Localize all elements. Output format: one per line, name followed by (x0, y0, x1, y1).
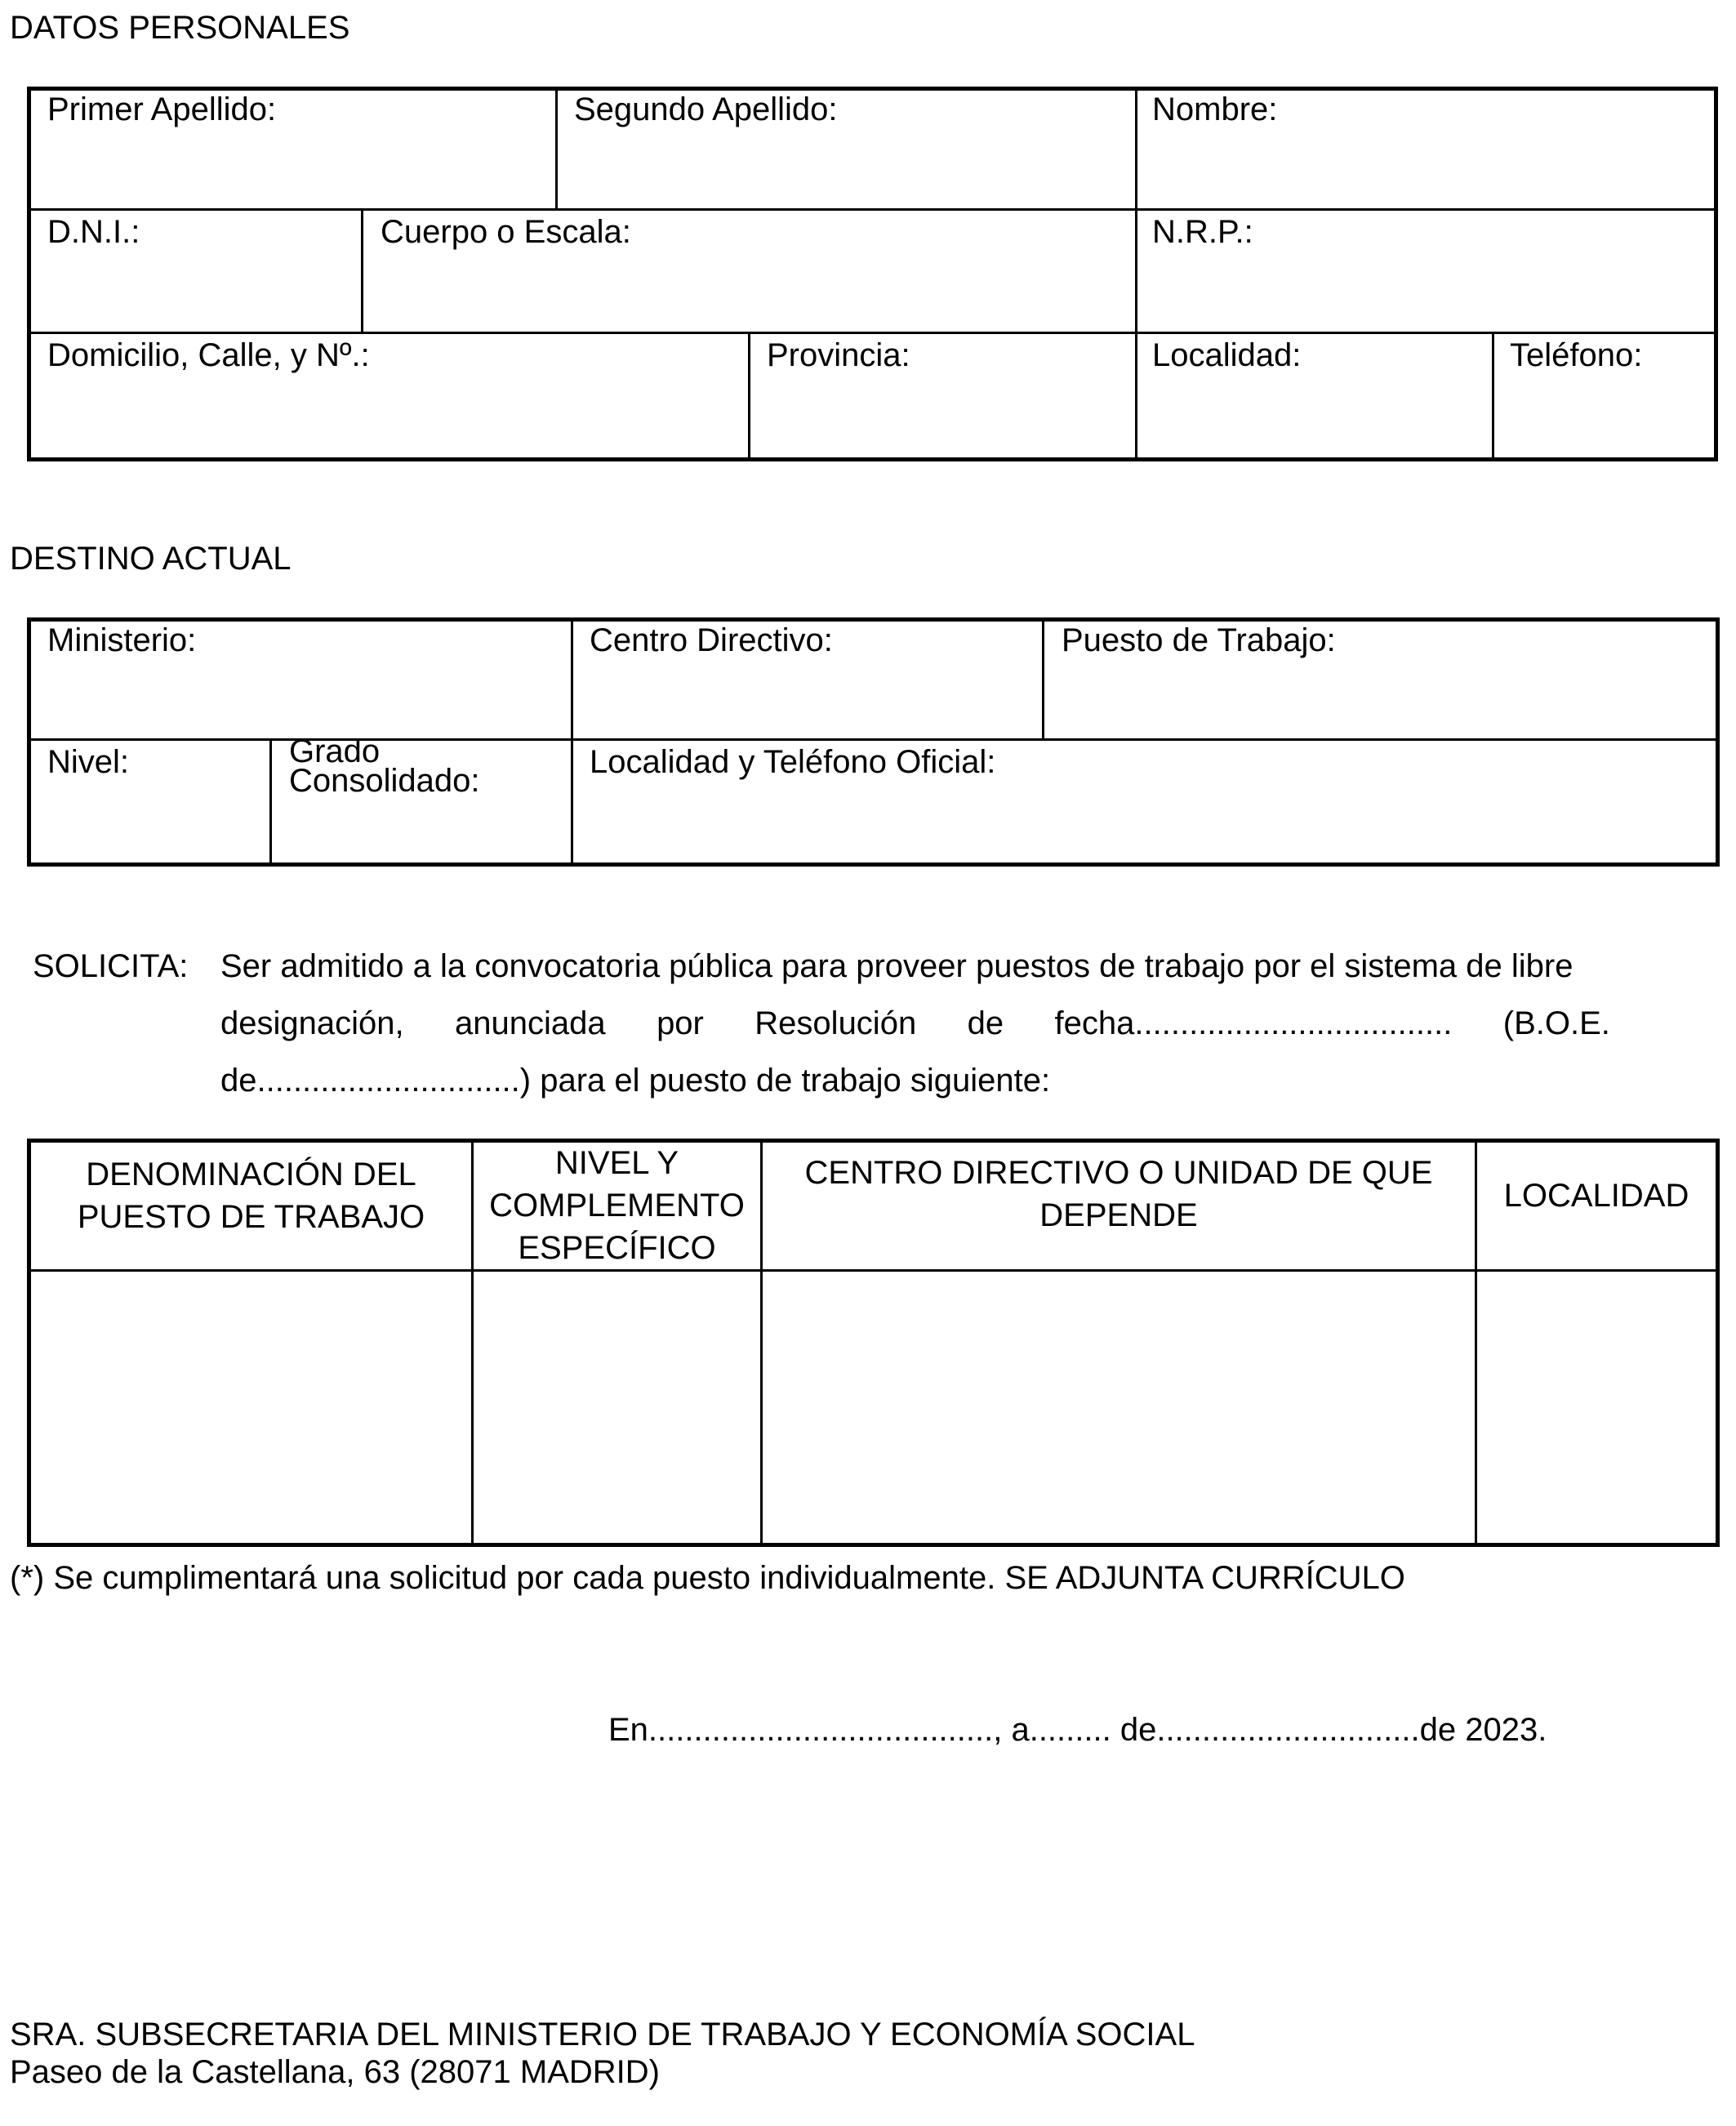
section-title-destino-actual: DESTINO ACTUAL (10, 541, 292, 577)
nivel-field[interactable]: Nivel: (47, 744, 130, 780)
puesto-trabajo-field[interactable]: Puesto de Trabajo: (1062, 622, 1336, 658)
header-nivel (474, 1142, 760, 1269)
grado-consolidado-field[interactable] (289, 733, 480, 799)
date-line[interactable]: En......................................, a......... de.............................de 2023. (608, 1712, 1547, 1748)
table-divider (1492, 332, 1494, 461)
centro-directivo-field[interactable]: Centro Directivo: (590, 622, 833, 658)
section-title-datos-personales: DATOS PERSONALES (10, 10, 350, 46)
centro-input-cell[interactable] (763, 1272, 1475, 1543)
header-localidad (1477, 1174, 1716, 1217)
grado-label-line1: Grado (289, 733, 381, 769)
grado-label-line2: Consolidado: (289, 763, 480, 799)
datos-personales-table (27, 87, 1718, 461)
header-line: DEPENDE (1039, 1197, 1198, 1233)
table-divider (1042, 617, 1044, 740)
header-line: CENTRO DIRECTIVO O UNIDAD DE QUE (804, 1155, 1433, 1191)
header-line: PUESTO DE TRABAJO (77, 1199, 425, 1235)
table-divider (571, 617, 573, 867)
footer-address: Paseo de la Castellana, 63 (28071 MADRID) (10, 2054, 660, 2090)
solicita-word: anunciada (455, 1005, 606, 1041)
solicita-word: designación, (220, 1005, 404, 1041)
nombre-field[interactable]: Nombre: (1152, 91, 1278, 127)
dni-field[interactable]: D.N.I.: (47, 214, 140, 250)
cuerpo-escala-field[interactable]: Cuerpo o Escala: (381, 214, 631, 250)
ministerio-field[interactable]: Ministerio: (47, 622, 197, 658)
fecha-blank[interactable]: fecha................................... (1054, 1005, 1453, 1041)
header-denominacion (31, 1153, 471, 1238)
table-divider (269, 738, 272, 867)
note-text: (*) Se cumplimentará una solicitud por cada puesto individualmente. SE ADJUNTA CURRÍCULO (10, 1560, 1405, 1596)
solicita-line1: Ser admitido a la convocatoria pública para proveer puestos de trabajo por el sistema de libre (220, 948, 1574, 984)
solicita-word: de (967, 1005, 1004, 1041)
nrp-field[interactable]: N.R.P.: (1152, 214, 1253, 250)
nivel-input-cell[interactable] (474, 1272, 760, 1543)
table-divider (748, 332, 750, 461)
footer-addressee: SRA. SUBSECRETARIA DEL MINISTERIO DE TRABAJO Y ECONOMÍA SOCIAL (10, 2017, 1195, 2052)
table-divider (27, 738, 1720, 741)
denominacion-input-cell[interactable] (31, 1272, 471, 1543)
table-divider (1135, 87, 1137, 461)
segundo-apellido-field[interactable]: Segundo Apellido: (574, 91, 838, 127)
header-line: COMPLEMENTO (489, 1188, 745, 1223)
primer-apellido-field[interactable]: Primer Apellido: (47, 91, 277, 127)
table-divider (27, 208, 1718, 211)
header-line: NIVEL Y (554, 1145, 679, 1181)
solicita-line3: de.............................) para el puesto de trabajo siguiente: (220, 1063, 1051, 1099)
header-line: LOCALIDAD (1503, 1178, 1689, 1214)
solicita-line2 (220, 995, 1610, 1052)
header-line: ESPECÍFICO (518, 1230, 716, 1266)
header-line: DENOMINACIÓN DEL (86, 1157, 416, 1192)
localidad-telefono-oficial-field[interactable]: Localidad y Teléfono Oficial: (590, 744, 996, 780)
solicita-label: SOLICITA: (33, 948, 189, 984)
header-centro-directivo (763, 1152, 1475, 1237)
table-divider (27, 332, 1718, 334)
destino-actual-table (27, 617, 1720, 867)
domicilio-field[interactable]: Domicilio, Calle, y Nº.: (47, 337, 370, 373)
telefono-field[interactable]: Teléfono: (1510, 337, 1643, 373)
provincia-field[interactable]: Provincia: (767, 337, 910, 373)
solicita-word: Resolución (754, 1005, 917, 1041)
solicita-word: por (657, 1005, 704, 1041)
table-divider (555, 87, 558, 210)
localidad-input-cell[interactable] (1477, 1272, 1716, 1543)
solicita-word: (B.O.E. (1502, 1005, 1610, 1041)
table-divider (361, 208, 363, 333)
localidad-field[interactable]: Localidad: (1152, 337, 1302, 373)
